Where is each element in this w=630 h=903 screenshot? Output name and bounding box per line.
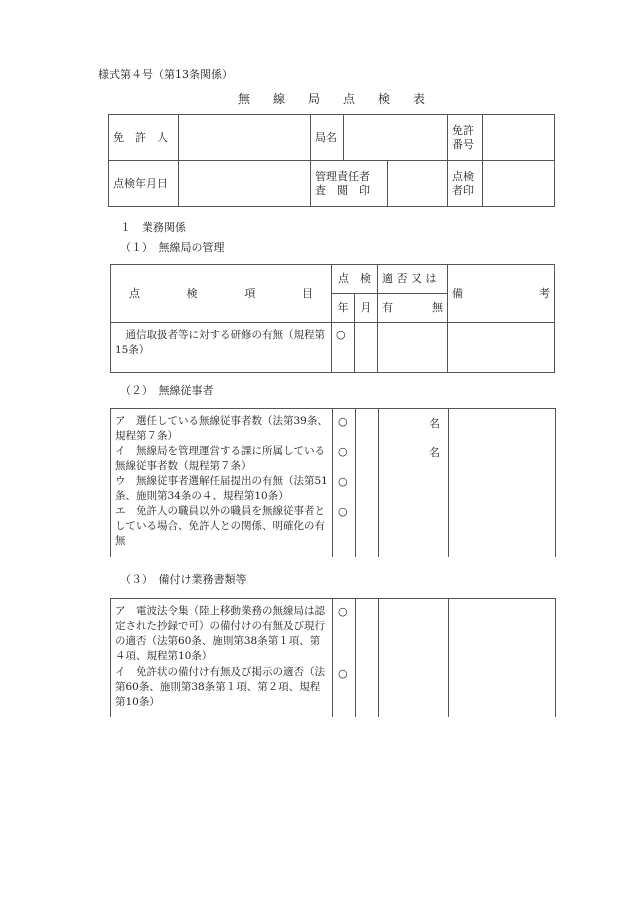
col-header-remarks: 備 考 — [448, 265, 555, 323]
licensee-field[interactable] — [179, 115, 311, 161]
review-stamp-label: 査 閲 印 — [315, 183, 370, 197]
license-no-field[interactable] — [483, 115, 555, 161]
list-item: イ 免許状の備付け有無及び掲示の適否（法第60条、施則第38条第１項、第２項、規程第10条） — [115, 666, 325, 708]
title-char: 検 — [378, 92, 391, 106]
check-mark[interactable]: ○ — [338, 415, 348, 428]
check-mark[interactable]: ○ — [338, 475, 348, 488]
title-char: 局 — [308, 92, 321, 106]
inspector-label: 点検 者印 — [448, 161, 483, 207]
col-header-ok-yesno: 有 無 — [378, 294, 448, 323]
col-header-check: 点 検 — [332, 265, 378, 294]
documents-table — [110, 598, 556, 717]
license-no-label: 免許 番号 — [448, 115, 483, 161]
title-char: 無 — [238, 92, 251, 106]
col-header-year: 年 — [332, 294, 355, 323]
check-mark[interactable]: ○ — [338, 605, 348, 618]
station-name-field[interactable] — [344, 115, 448, 161]
title-char: 表 — [413, 92, 426, 106]
list-item: ア 選任している無線従事者数（法第39条、規程第７条） — [115, 415, 328, 442]
section-heading: １ 業務関係 — [120, 221, 186, 234]
subsection-heading: （１） 無線局の管理 — [120, 241, 225, 254]
check-mark[interactable]: ○ — [338, 667, 348, 680]
licensee-label: 免 許 人 — [109, 115, 179, 161]
manager-cell — [311, 161, 448, 207]
form-number: 様式第４号（第13条関係） — [98, 68, 233, 81]
check-mark[interactable]: ○ — [338, 445, 348, 458]
header-table — [108, 114, 555, 207]
ok-cell[interactable] — [378, 323, 448, 373]
list-item: ア 電波法令集（陸上移動業務の無線局は認定された抄録で可）の備付けの有無及び現行の適否（法第60条、施則第38条第１項、第４項、規程第10条） — [115, 605, 325, 662]
count-unit: 名 — [429, 446, 440, 459]
subsection-heading: （３） 備付け業務書類等 — [120, 573, 247, 586]
station-management-table — [110, 264, 555, 373]
manager-stamp-field[interactable] — [388, 161, 447, 206]
col-header-month: 月 — [355, 294, 378, 323]
table-row-item: 通信取扱者等に対する研修の有無（規程第15条） — [111, 323, 332, 373]
remarks-cell[interactable] — [448, 323, 555, 373]
list-item: エ 免許人の職員以外の職員を無線従事者としている場合、免許人との関係、明確化の有無 — [115, 505, 325, 547]
station-name-label: 局名 — [311, 115, 344, 161]
inspection-date-field[interactable] — [179, 161, 311, 207]
inspector-stamp-field[interactable] — [483, 161, 555, 207]
col-header-ok: 適 否 又 は — [378, 265, 448, 294]
count-unit: 名 — [429, 417, 440, 430]
radio-operators-table — [110, 408, 556, 557]
subsection-heading: （２） 無線従事者 — [120, 384, 214, 397]
check-mark[interactable]: ○ — [338, 505, 348, 518]
title-char: 点 — [343, 92, 356, 106]
manager-label: 管理責任者 — [315, 169, 370, 183]
list-item: ウ 無線従事者選解任届提出の有無（法第51条、施則第34条の４、規程第10条） — [115, 475, 328, 502]
check-month-cell[interactable] — [355, 323, 378, 373]
title-char: 線 — [273, 92, 286, 106]
list-item: イ 無線局を管理運営する課に所属している無線従事者数（規程第７条） — [115, 445, 325, 472]
inspection-date-label: 点検年月日 — [109, 161, 179, 207]
check-mark[interactable]: ○ — [332, 323, 355, 373]
document-title — [238, 90, 448, 107]
col-header-item: 点 検 項 目 — [111, 265, 332, 323]
